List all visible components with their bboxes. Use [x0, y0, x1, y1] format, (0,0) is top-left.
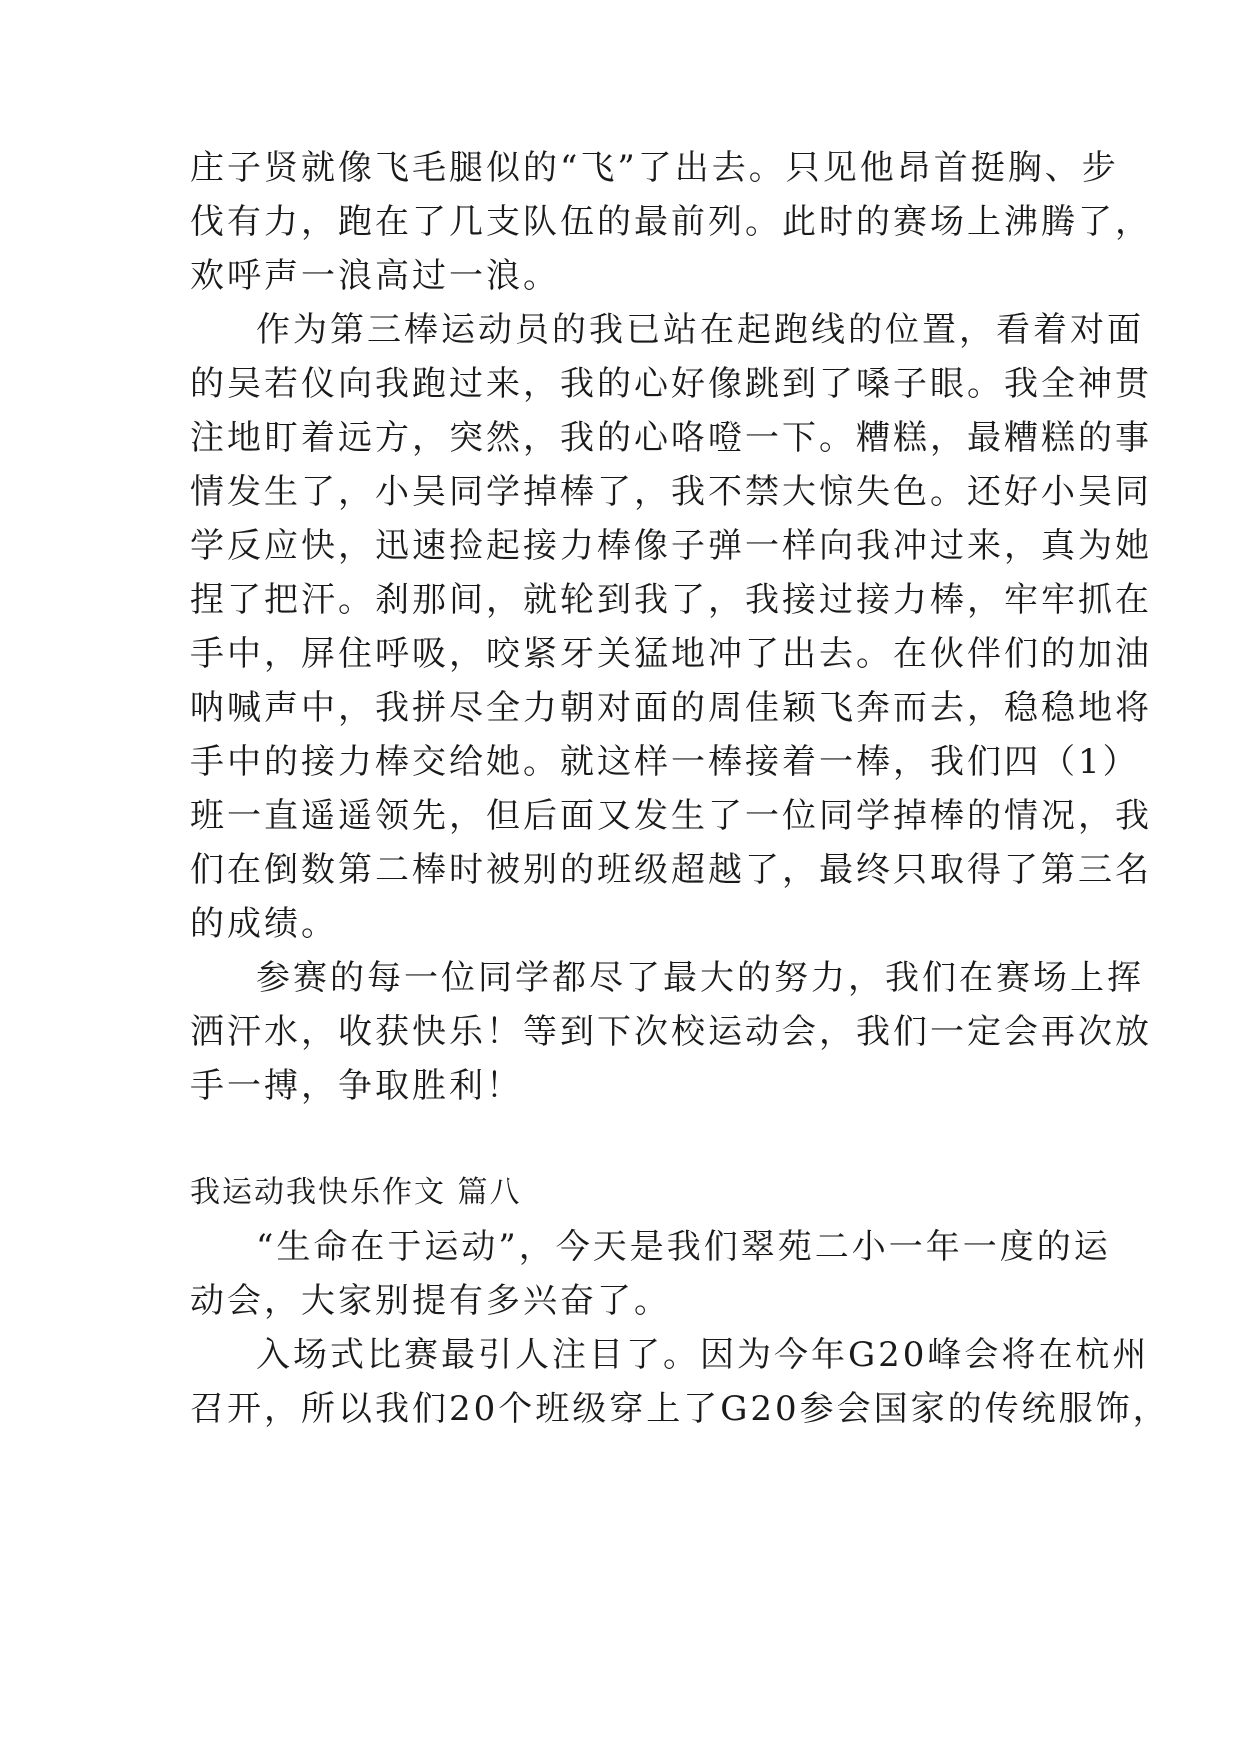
paragraph-3-line-2: 洒汗水，收获快乐！等到下次校运动会，我们一定会再次放: [190, 1012, 1152, 1052]
paragraph-2-line-9: 手中的接力棒交给她。就这样一棒接着一棒，我们四（1）: [190, 742, 1140, 782]
paragraph-2-line-10: 班一直遥遥领先，但后面又发生了一位同学掉棒的情况，我: [190, 796, 1152, 836]
paragraph-4-line-1: “生命在于运动”，今天是我们翠苑二小一年一度的运: [256, 1227, 1111, 1267]
section-title: 我运动我快乐作文 篇八: [190, 1175, 522, 1210]
paragraph-2-line-6: 捏了把汗。刹那间，就轮到我了，我接过接力棒，牢牢抓在: [190, 580, 1152, 620]
paragraph-2-line-1: 作为第三棒运动员的我已站在起跑线的位置，看着对面: [256, 310, 1144, 350]
paragraph-1-line-1: 庄子贤就像飞毛腿似的“飞”了出去。只见他昂首挺胸、步: [190, 148, 1119, 188]
paragraph-2-line-8: 呐喊声中，我拼尽全力朝对面的周佳颖飞奔而去，稳稳地将: [190, 688, 1152, 728]
paragraph-2-line-2: 的吴若仪向我跑过来，我的心好像跳到了嗓子眼。我全神贯: [190, 364, 1152, 404]
paragraph-3-line-1: 参赛的每一位同学都尽了最大的努力，我们在赛场上挥: [256, 958, 1144, 998]
paragraph-4-line-2: 动会，大家别提有多兴奋了。: [190, 1281, 671, 1321]
paragraph-2-line-12: 的成绩。: [190, 904, 338, 944]
paragraph-2-line-5: 学反应快，迅速捡起接力棒像子弹一样向我冲过来，真为她: [190, 526, 1152, 566]
paragraph-2-line-7: 手中，屏住呼吸，咬紧牙关猛地冲了出去。在伙伴们的加油: [190, 634, 1152, 674]
paragraph-1-line-3: 欢呼声一浪高过一浪。: [190, 256, 560, 296]
paragraph-2-line-11: 们在倒数第二棒时被别的班级超越了，最终只取得了第三名: [190, 850, 1152, 890]
paragraph-2-line-4: 情发生了，小吴同学掉棒了，我不禁大惊失色。还好小吴同: [190, 472, 1152, 512]
paragraph-1-line-2: 伐有力，跑在了几支队伍的最前列。此时的赛场上沸腾了，: [190, 202, 1152, 242]
paragraph-2-line-3: 注地盯着远方，突然，我的心咯噔一下。糟糕，最糟糕的事: [190, 418, 1152, 458]
paragraph-5-line-1: 入场式比赛最引人注目了。因为今年G20峰会将在杭州: [256, 1335, 1150, 1375]
paragraph-3-line-3: 手一搏，争取胜利！: [190, 1066, 523, 1106]
paragraph-5-line-2: 召开，所以我们20个班级穿上了G20参会国家的传统服饰，: [190, 1389, 1170, 1429]
